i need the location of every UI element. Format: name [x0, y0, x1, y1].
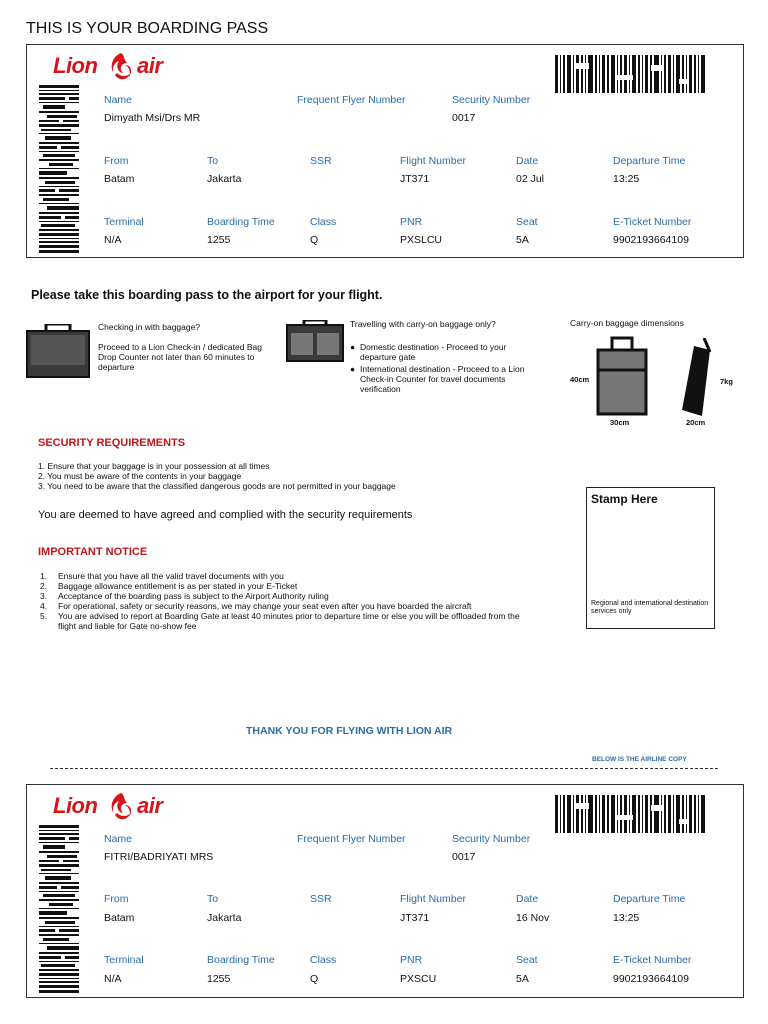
label-flight: Flight Number [400, 155, 466, 167]
terminal-value: N/A [104, 234, 122, 246]
class-value: Q [310, 973, 319, 985]
barcode-icon [555, 55, 705, 93]
label-terminal: Terminal [104, 216, 144, 228]
departure-time-value: 13:25 [613, 912, 640, 924]
label-ffn: Frequent Flyer Number [297, 833, 406, 845]
seat-value: 5A [516, 234, 529, 246]
security-item: 1. Ensure that your baggage is in your possession at all times [38, 461, 270, 471]
lion-emblem-icon [105, 791, 137, 827]
lion-emblem-icon [105, 51, 137, 87]
pnr-value: PXSCU [400, 973, 437, 985]
boarding-time-value: 1255 [207, 973, 231, 985]
label-pnr: PNR [400, 216, 423, 228]
from-value: Batam [104, 173, 135, 185]
lion-air-logo: Lion air [53, 51, 183, 89]
security-agreement: You are deemed to have agreed and complied with the security requirements [38, 509, 413, 521]
pdf417-barcode-icon [39, 825, 79, 993]
boarding-time-value: 1255 [207, 234, 231, 246]
dim-height: 40cm [570, 375, 590, 384]
dimensions-title: Carry-on baggage dimensions [570, 318, 684, 328]
carry-on-bag-icon [286, 320, 344, 362]
label-departure-time: Departure Time [613, 155, 686, 167]
list-item: 5. You are advised to report at Boarding Gate at least 40 minutes prior to departure time or else you will be offloaded from the flight and liable for Gate no-show fee [40, 611, 520, 631]
pdf417-barcode-icon [39, 85, 79, 253]
dim-width: 30cm [610, 418, 630, 427]
label-seat: Seat [516, 954, 538, 966]
label-date: Date [516, 893, 539, 905]
security-number: 0017 [452, 112, 476, 124]
barcode-icon [555, 795, 705, 833]
label-from: From [104, 893, 129, 905]
from-value: Batam [104, 912, 135, 924]
label-security: Security Number [452, 833, 531, 845]
stamp-note: Regional and international destination services only [591, 600, 709, 615]
page-title: THIS IS YOUR BOARDING PASS [26, 20, 269, 37]
airline-copy-label: BELOW IS THE AIRLINE COPY [592, 756, 687, 763]
security-item: 2. You must be aware of the contents in your baggage [38, 471, 242, 481]
label-boarding-time: Boarding Time [207, 954, 275, 966]
label-date: Date [516, 155, 539, 167]
departure-time-value: 13:25 [613, 173, 640, 185]
date-value: 16 Nov [516, 912, 550, 924]
flight-value: JT371 [400, 173, 430, 185]
label-name: Name [104, 833, 133, 845]
label-class: Class [310, 954, 337, 966]
class-value: Q [310, 234, 319, 246]
to-value: Jakarta [207, 912, 242, 924]
label-pnr: PNR [400, 954, 423, 966]
label-seat: Seat [516, 216, 538, 228]
label-boarding-time: Boarding Time [207, 216, 275, 228]
cut-line [50, 768, 718, 769]
passenger-name: FITRI/BADRIYATI MRS [104, 851, 214, 863]
date-value: 02 Jul [516, 173, 545, 185]
security-item: 3. You need to be aware that the classified dangerous goods are not permitted in your baggage [38, 481, 396, 491]
dim-weight: 7kg [720, 377, 733, 386]
checked-baggage-title: Checking in with baggage? [98, 322, 201, 332]
to-value: Jakarta [207, 173, 242, 185]
stamp-title: Stamp Here [591, 492, 658, 506]
thank-you-message: THANK YOU FOR FLYING WITH LION AIR [246, 725, 453, 737]
label-ssr: SSR [310, 893, 332, 905]
eticket-value: 9902193664109 [613, 234, 689, 246]
boarding-pass-airline-copy [26, 784, 744, 998]
flight-value: JT371 [400, 912, 430, 924]
checked-baggage-text: Proceed to a Lion Check-in / dedicated Bag Drop Counter not later than 60 minutes to departure [98, 342, 262, 372]
list-item: 3. Acceptance of the boarding pass is subject to the Airport Authority ruling [40, 591, 329, 601]
seat-value: 5A [516, 973, 529, 985]
label-security: Security Number [452, 94, 531, 106]
label-to: To [207, 155, 219, 167]
label-to: To [207, 893, 219, 905]
pnr-value: PXSLCU [400, 234, 443, 246]
label-ffn: Frequent Flyer Number [297, 94, 406, 106]
list-item: ● International destination - Proceed to a Lion Check-in Counter for travel documents verification [350, 364, 525, 394]
security-number: 0017 [452, 851, 476, 863]
eticket-value: 9902193664109 [613, 973, 689, 985]
list-item: ● Domestic destination - Proceed to your departure gate [350, 342, 507, 362]
dim-depth: 20cm [686, 418, 706, 427]
label-ssr: SSR [310, 155, 332, 167]
carry-on-title: Travelling with carry-on baggage only? [350, 319, 496, 329]
trolley-side-icon [680, 338, 720, 418]
label-name: Name [104, 94, 133, 106]
security-requirements-title: SECURITY REQUIREMENTS [38, 437, 186, 449]
checked-suitcase-icon [26, 324, 90, 378]
list-item: 1. Ensure that you have all the valid travel documents with you [40, 571, 284, 581]
boarding-pass-passenger [26, 44, 744, 258]
airport-notice: Please take this boarding pass to the airport for your flight. [31, 288, 383, 302]
list-item: 2. Baggage allowance entitlement is as per stated in your E-Ticket [40, 581, 298, 591]
stamp-box [586, 487, 715, 629]
label-eticket: E-Ticket Number [613, 954, 692, 966]
list-item: 4. For operational, safety or security reasons, we may change your seat even after you have boarded the aircraft [40, 601, 472, 611]
label-class: Class [310, 216, 337, 228]
carry-on-list [350, 342, 540, 394]
label-flight: Flight Number [400, 893, 466, 905]
label-departure-time: Departure Time [613, 893, 686, 905]
label-from: From [104, 155, 129, 167]
important-notice-title: IMPORTANT NOTICE [38, 546, 148, 558]
important-notice-list [40, 571, 540, 631]
passenger-name: Dimyath Msi/Drs MR [104, 112, 201, 124]
lion-air-logo: Lion air [53, 791, 183, 829]
label-terminal: Terminal [104, 954, 144, 966]
label-eticket: E-Ticket Number [613, 216, 692, 228]
trolley-case-icon [596, 336, 648, 418]
terminal-value: N/A [104, 973, 122, 985]
